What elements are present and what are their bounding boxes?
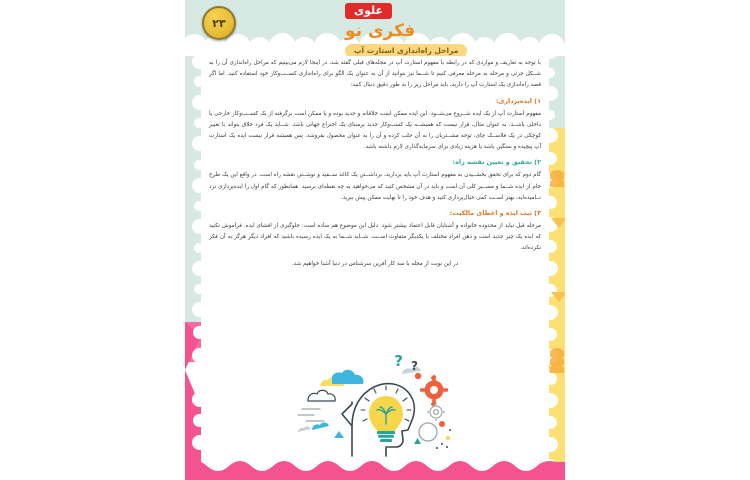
blue-triangle xyxy=(334,431,344,438)
outline-circle xyxy=(419,423,437,441)
section-heading-3: ۳) ثبت ایده و اعطای مالکیت: xyxy=(449,209,541,218)
brand-badge: علوی xyxy=(345,3,392,19)
article-body xyxy=(201,58,549,418)
right-decorative-band xyxy=(549,0,565,480)
svg-text:?: ? xyxy=(394,352,403,370)
subtitle-badge: مراحل راه‌اندازی استارت آپ xyxy=(345,44,467,56)
svg-text:?: ? xyxy=(411,359,418,373)
left-decorative-band xyxy=(185,0,201,480)
accent-circle-2 xyxy=(446,436,450,440)
page-number-text: ۲۳ xyxy=(212,16,226,30)
intro-paragraph: با توجه به تعاریف و مواردی که در رابطه با مفهوم استارت آپ در مجله‌های قبلی گفته شد، در اینجا لازم می‌بینیم که مراحل راه‌اندازی آن را به شــکل جزئی و مرحله به مرحله معرفی کنیم تا شــما نیز بتوانید از آن به عنوان یک الگو برای راه‌اندازی کســب‌وکار خود استفاده کنید. اما اگر قصد راه‌اندازی یک استارت آپ را دارید، باید مراحل زیر را به طور دقیق دنبال کنید: xyxy=(209,60,541,89)
bottom-scallop-strip xyxy=(185,458,565,480)
magazine-page xyxy=(185,0,565,480)
header-title-block xyxy=(345,3,545,56)
section-body-1: مفهوم استارت آپ از یک ایده شــروع می‌شــود. این ایده ممکن است خلاقانه و جدید بوده و یا ممکن است برگرفته از یک کســب‌وکار خارجی یا داخلی باشــد. به عنوان مثال، قرار نیست که همیشــه یک کسب‌وکار جدید برمبنای یک اختراع جهانی باشد. شــاید یک فرد خلاق بتواند با تغییر کوچکی در یک فلاســک چای، توجه مشــتریان را به آن جلب کرده و آن را به عنوان محصول بفروشد. پس همیشه قرار نیست ایده یک استارت آپ پیچیده و سنگین باشد یا هزینه زیادی برای سرمایه‌گذاری لازم داشته باشد. xyxy=(209,110,541,151)
page-header xyxy=(185,0,565,56)
accent-circle xyxy=(439,421,445,427)
section-heading-2: ۲) تحقیق و تعیین نقشه راه: xyxy=(452,158,541,167)
section-body-2: گام دوم که برای تحقق بخشــیدن به مفهوم استارت آپ باید بردارید، برداشــتن یک کاغذ ســفید و نوشــتن نقشه راه است. در واقع این یک طرح خام از ایده شــما و مســیر کلی آن است و باید در آن مشخص کنید که می‌خواهید به چه نقطه‌ای برسید. همانطور که گام اول را ایده‌پردازی نزد نــامیده‌اید، بهتر اســت کمی خیال‌پردازی کنید و هدف خود را تا نهایت ممکن پیش ببرید. xyxy=(209,172,541,201)
teal-triangle xyxy=(414,438,421,444)
closing-note: در این نوبت از مجله با سه کار آفرین سرشناس در دنیا آشنا خواهیم شد. xyxy=(291,260,459,267)
section-body-3: مرحله قبل نباید از محدوده خانواده و آشنایان قابل اعتماد بیشتر شود. دلیل این موضوع هم ساده است: جلوگیری از افشای ایده. فراموش نکنید که ایده یک چیز جدید است و ذهن افراد مختلف با یکدیگر متفاوت اســت. شــاید شــما به یک ایده رسیده باشید که افراد دیگر هرگز به آن فکر نکرده‌اند. xyxy=(209,223,541,252)
page-number-badge xyxy=(202,6,236,40)
page-title: فکری نو xyxy=(345,21,416,41)
section-heading-1: ۱) ایده‌پردازی: xyxy=(495,96,541,105)
